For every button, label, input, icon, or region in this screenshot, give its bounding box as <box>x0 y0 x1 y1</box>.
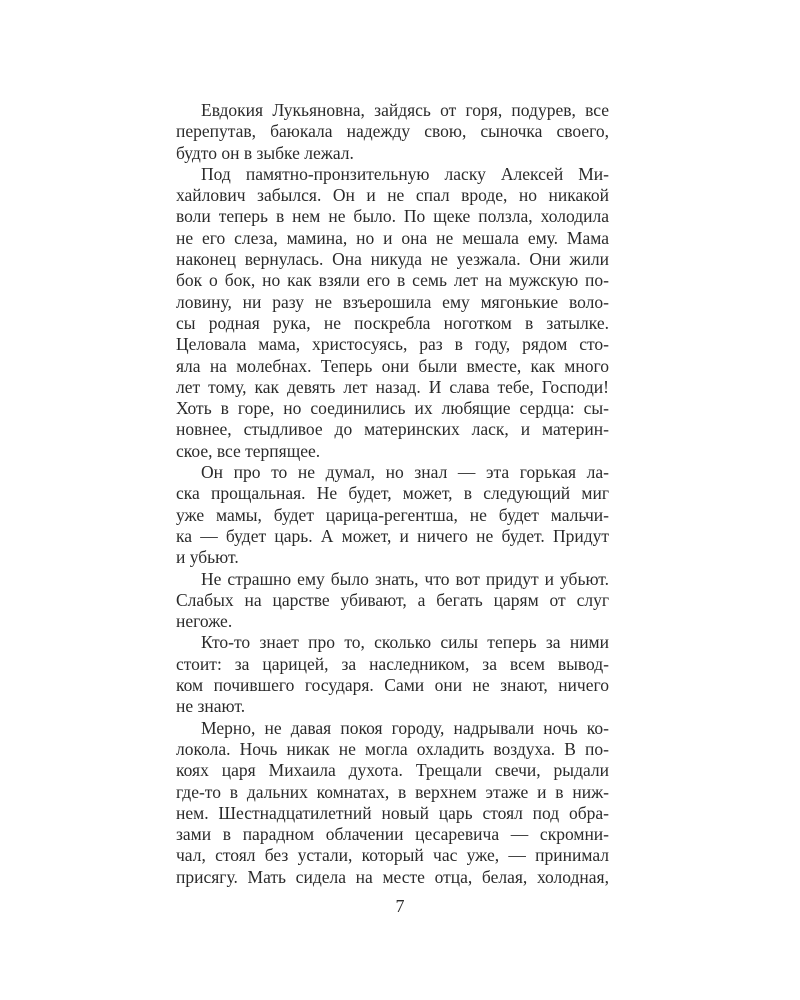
paragraph <box>176 100 609 164</box>
text-line: ска прощальная. Не будет, может, в следующий миг <box>176 483 609 504</box>
text-line: ка — будет царь. А может, и ничего не будет. Придут <box>176 525 609 546</box>
text-line: будто он в зыбке лежал. <box>176 142 354 163</box>
text-line: не его слеза, мамина, но и она не мешала ему. Мама <box>176 227 609 248</box>
text-line: негоже. <box>176 611 233 632</box>
text-line: нем. Шестнадцатилетний новый царь стоял под обра- <box>176 802 609 823</box>
text-line: сы родная рука, не поскребла ноготком в затылке. <box>176 312 609 333</box>
text-line: Евдокия Лукьяновна, зайдясь от горя, подурев, все <box>201 100 609 120</box>
text-line: новнее, стыдливое до материнских ласк, и материн- <box>176 419 609 440</box>
text-line: не знают. <box>176 696 246 717</box>
text-line: коях царя Михаила духота. Трещали свечи, рыдали <box>176 760 609 781</box>
text-line: Не страшно ему было знать, что вот придут и убьют. <box>201 568 609 589</box>
paragraph <box>176 569 609 633</box>
text-line: где-то в дальних комнатах, в верхнем этаже и в ниж- <box>176 781 609 802</box>
text-line: Он про то не думал, но знал — эта горькая ла- <box>201 462 609 483</box>
text-line: Под памятно-пронзительную ласку Алексей Ми- <box>201 163 609 184</box>
text-line: Мерно, не давая покоя городу, надрывали ночь ко- <box>201 717 609 738</box>
text-line: чал, стоял без устали, который час уже, — принимал <box>176 845 609 866</box>
paragraph <box>176 632 609 717</box>
text-line: наконец вернулась. Она никуда не уезжала. Они жили <box>176 249 609 270</box>
text-line: перепутав, баюкала надежду свою, сыночка своего, <box>176 121 609 142</box>
text-line: присягу. Мать сидела на месте отца, белая, холодная, <box>176 866 609 887</box>
text-line: ское, все терпящее. <box>176 440 321 461</box>
text-line: Хоть в горе, но соединились их любящие сердца: сы- <box>176 398 609 419</box>
paragraph <box>176 164 609 462</box>
text-line: яла на молебнах. Теперь они были вместе, как много <box>176 355 609 376</box>
text-line: Слабых на царстве убивают, а бегать царям от слуг <box>176 589 609 610</box>
text-line: и убьют. <box>176 547 239 568</box>
text-line: локола. Ночь никак не могла охладить воздуха. В по- <box>176 738 609 759</box>
text-line: Целовала мама, христосуясь, раз в году, рядом сто- <box>176 334 609 355</box>
text-line: ловину, ни разу не взъерошила ему мягонькие воло- <box>176 291 609 312</box>
paragraph <box>176 462 609 568</box>
page-number: 7 <box>395 896 405 916</box>
text-line: зами в парадном облачении цесаревича — скромни- <box>176 824 609 845</box>
text-line: уже мамы, будет царица-регентша, не будет мальчи- <box>176 504 609 525</box>
paragraph <box>176 718 609 888</box>
text-line: воли теперь в нем не было. По щеке ползла, холодила <box>176 206 609 227</box>
text-line: хайлович забылся. Он и не спал вроде, но никакой <box>176 185 609 206</box>
text-line: Кто-то знает про то, сколько силы теперь за ними <box>201 632 609 653</box>
text-line: бок о бок, но как взяли его в семь лет на мужскую по- <box>176 270 609 291</box>
book-page-text <box>176 100 609 888</box>
text-line: ком почившего государя. Сами они не знают, ничего <box>176 675 609 696</box>
text-line: лет тому, как девять лет назад. И слава тебе, Господи! <box>176 376 609 397</box>
text-line: стоит: за царицей, за наследником, за всем вывод- <box>176 653 609 674</box>
